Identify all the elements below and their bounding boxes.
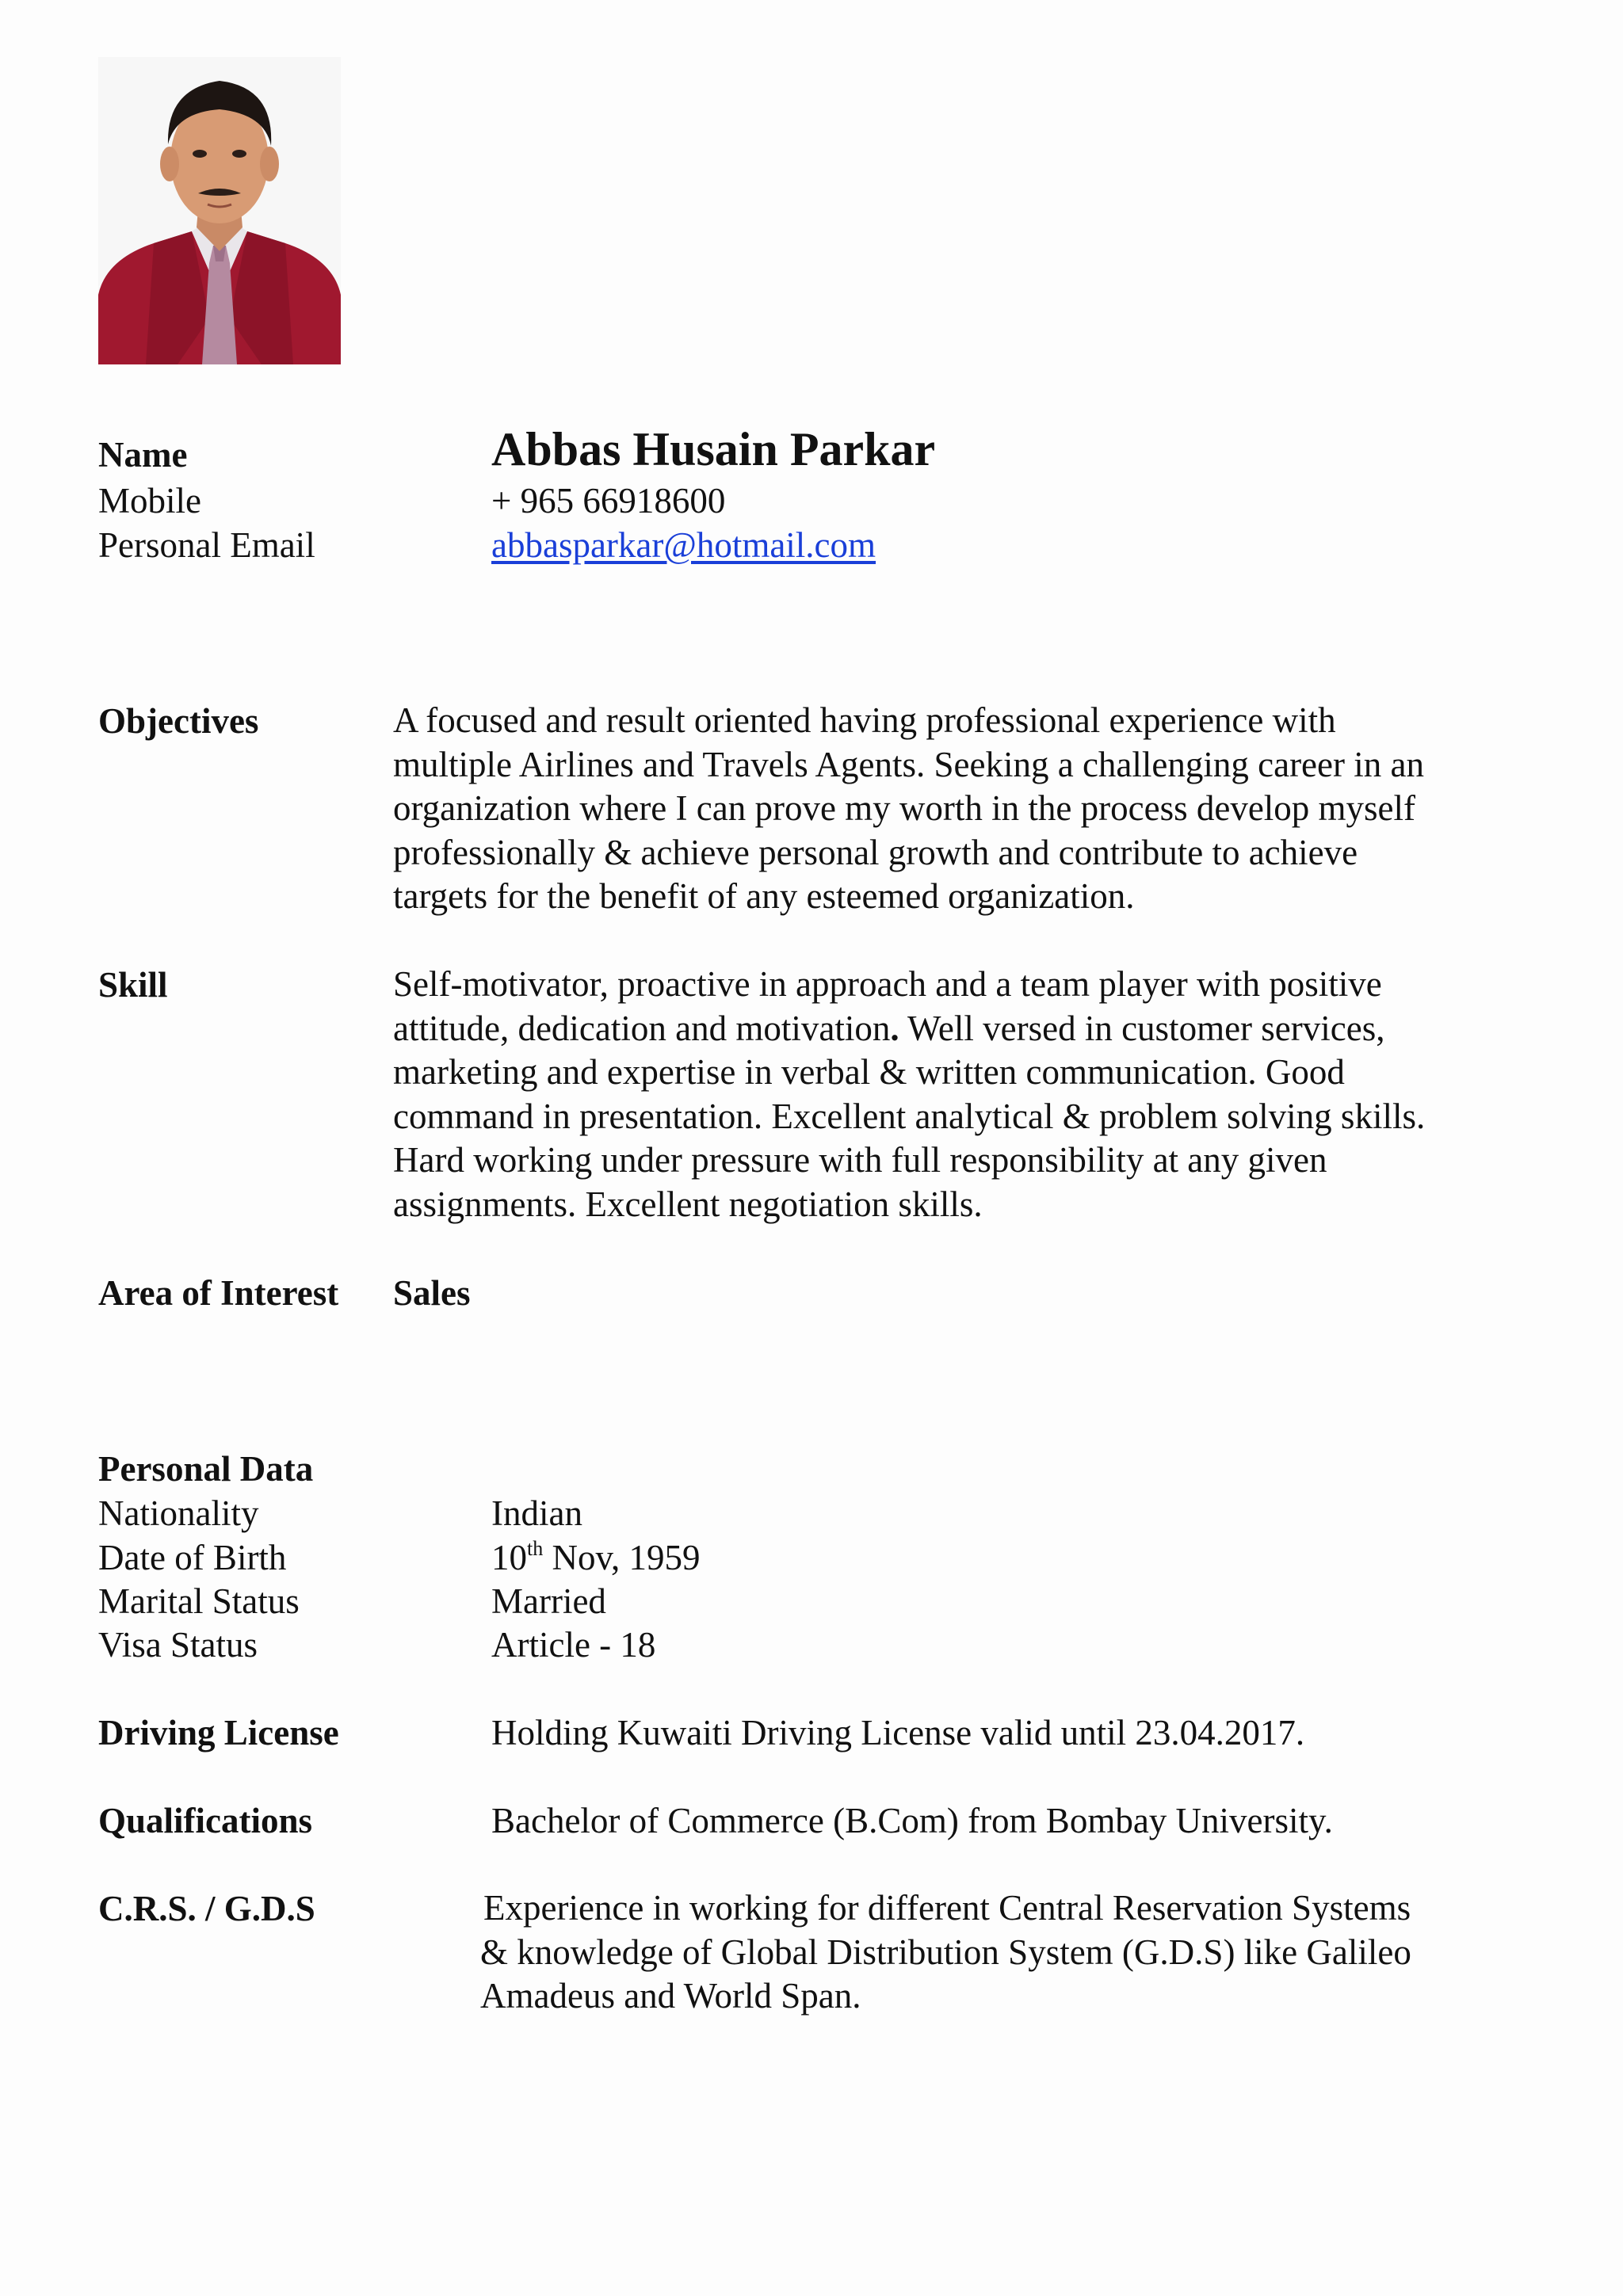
visa-label: Visa Status (98, 1625, 258, 1665)
skill-line-end: Well versed in customer services, (899, 1008, 1385, 1048)
qualifications-value: Bachelor of Commerce (B.Com) from Bombay University. (491, 1801, 1333, 1840)
qualifications-label: Qualifications (98, 1801, 313, 1840)
objectives-line: A focused and result oriented having professional experience with (393, 700, 1336, 740)
email-label: Personal Email (98, 525, 315, 565)
visa-value: Article - 18 (491, 1625, 656, 1665)
skill-line: command in presentation. Excellent analytical & problem solving skills. (393, 1096, 1426, 1136)
objectives-line: multiple Airlines and Travels Agents. Seeking a challenging career in an (393, 744, 1424, 784)
interest-label: Area of Interest (98, 1273, 339, 1313)
profile-photo (98, 57, 341, 364)
name-label: Name (98, 435, 188, 475)
dob-day: 10 (491, 1538, 527, 1577)
objectives-line: professionally & achieve personal growth and contribute to achieve (393, 832, 1358, 872)
skill-label: Skill (98, 965, 168, 1005)
dob-label: Date of Birth (98, 1538, 287, 1577)
nationality-value: Indian (491, 1493, 582, 1533)
crs-label: C.R.S. / G.D.S (98, 1889, 315, 1928)
skill-line: marketing and expertise in verbal & written communication. Good (393, 1052, 1345, 1093)
mobile-value: + 965 66918600 (491, 481, 726, 521)
skill-line: Hard working under pressure with full responsibility at any given (393, 1140, 1327, 1180)
skill-text (393, 963, 1425, 1227)
marital-value: Married (491, 1581, 606, 1621)
driving-value: Holding Kuwaiti Driving License valid until 23.04.2017. (491, 1713, 1305, 1753)
objectives-label: Objectives (98, 701, 259, 741)
email-link[interactable]: abbasparkar@hotmail.com (491, 525, 876, 565)
skill-line: assignments. Excellent negotiation skills. (393, 1184, 983, 1224)
objectives-line: organization where I can prove my worth in the process develop myself (393, 788, 1416, 829)
objectives-text (393, 699, 1424, 919)
interest-value: Sales (393, 1273, 471, 1313)
dob-value (491, 1535, 701, 1580)
driving-label: Driving License (98, 1713, 339, 1753)
skill-line (393, 1007, 1425, 1051)
skill-line: Self-motivator, proactive in approach and a team player with positive (393, 964, 1382, 1004)
dob-suffix: th (527, 1537, 544, 1560)
marital-label: Marital Status (98, 1581, 300, 1621)
objectives-line: targets for the benefit of any esteemed organization. (393, 876, 1135, 917)
personal-data-heading: Personal Data (98, 1449, 314, 1489)
mobile-label: Mobile (98, 481, 201, 521)
candidate-name: Abbas Husain Parkar (491, 423, 936, 475)
nationality-label: Nationality (98, 1493, 259, 1533)
skill-line-start: attitude, dedication and motivation (393, 1008, 891, 1048)
crs-line: & knowledge of Global Distribution System (G.D.S) like Galileo (480, 1932, 1411, 1972)
skill-line-bold: . (890, 1008, 899, 1048)
crs-text (480, 1886, 1411, 2019)
crs-line: Amadeus and World Span. (480, 1976, 861, 2016)
dob-rest: Nov, 1959 (543, 1538, 701, 1577)
crs-line: Experience in working for different Central Reservation Systems (483, 1888, 1411, 1928)
